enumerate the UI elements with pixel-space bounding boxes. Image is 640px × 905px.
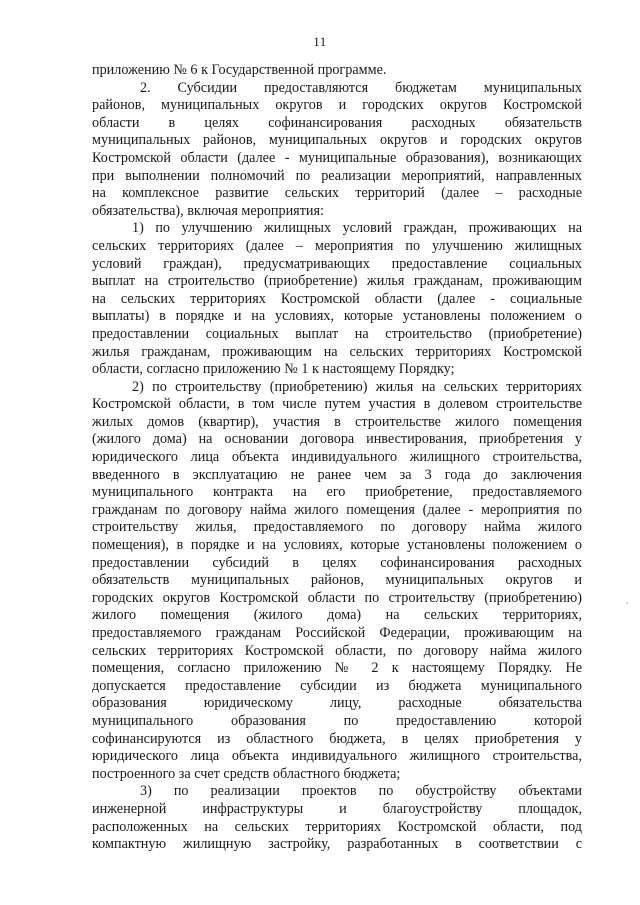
text-line: муниципального образования по предоставлению которой (92, 712, 582, 729)
text-line: построенного за счет средств областного бюджета; (92, 765, 401, 782)
text-line: Костромской области (далее - муниципальные образования), возникающих (92, 149, 582, 166)
text-line: 1) по улучшению жилищных условий граждан, проживающих на (132, 220, 582, 237)
text-line: обязательств муниципальных районов, муниципальных округов и (92, 572, 582, 589)
text-line: помещения, согласно приложению № 2 к настоящему Порядку. Не (92, 660, 582, 677)
text-line: образования юридическому лицу, расходные обязательства (92, 695, 582, 712)
text-line: строительству жилья, предоставляемого по договору найма жилого (92, 519, 582, 536)
text-line: инженерной инфраструктуры и благоустройству площадок, (92, 800, 582, 817)
text-line: предоставлении социальных выплат на строительство (приобретение) (92, 325, 582, 342)
text-line: муниципальных районов, муниципальных округов и городских округов (92, 132, 582, 149)
text-line: районов, муниципальных округов и городских округов Костромской (92, 97, 582, 114)
text-line: области, согласно приложению № 1 к настоящему Порядку; (92, 361, 455, 378)
scan-artifact-dot (626, 602, 628, 604)
text-line: городских округов Костромской области по строительству (приобретению) (92, 589, 582, 606)
text-line: 3) по реализации проектов по обустройству объектами (140, 783, 582, 800)
text-line: выплаты) в порядке и на условиях, которые установлены положением о (92, 308, 582, 325)
text-line: приложению № 6 к Государственной программе. (92, 62, 387, 78)
text-line: на комплексное развитие сельских территорий (далее – расходные (92, 185, 582, 202)
text-line: жилых домов (квартир), участия в строительстве жилого помещения (92, 413, 582, 430)
text-line: сельских территориях Костромской области, по договору найма жилого (92, 642, 582, 659)
text-line: софинансируются из областного бюджета, в целях приобретения у (92, 730, 582, 747)
text-line: 2) по строительству (приобретению) жилья на сельских территориях (132, 378, 582, 395)
text-line: Костромской области, в том числе путем участия в долевом строительстве (92, 396, 582, 413)
text-line: жилого помещения (жилого дома) на сельских территориях, (92, 607, 582, 624)
text-line: юридического лица объекта индивидуального жилищного строительства, (92, 748, 582, 765)
text-line: области в целях софинансирования расходных обязательств (92, 114, 582, 131)
text-line: введенного в эксплуатацию не ранее чем за 3 года до заключения (92, 466, 582, 483)
text-line: компактную жилищную застройку, разработанных в соответствии с (92, 836, 582, 853)
text-line: юридического лица объекта индивидуального жилищного строительства, (92, 449, 582, 466)
text-line: допускается предоставление субсидии из бюджета муниципального (92, 677, 582, 694)
text-line: предоставлении субсидий в целях софинансирования расходных (92, 554, 582, 571)
page-number: 11 (313, 34, 327, 49)
text-line: условий граждан), предусматривающих предоставление социальных (92, 255, 582, 272)
text-line: гражданам по договору найма жилого помещения (далее - мероприятия по (92, 501, 582, 518)
text-line: расположенных на сельских территориях Костромской области, под (92, 818, 582, 835)
text-line: при выполнении полномочий по реализации мероприятий, направленных (92, 167, 582, 184)
text-line: жилья гражданам, проживающим на сельских территориях Костромской (92, 343, 582, 360)
text-line: сельских территориях (далее – мероприятия по улучшению жилищных (92, 237, 582, 254)
text-line: помещения), в порядке и на условиях, которые установлены положением о (92, 537, 582, 554)
text-line: (жилого дома) на основании договора инвестирования, приобретения у (92, 431, 582, 448)
text-line: обязательства), включая мероприятия: (92, 202, 324, 219)
text-line: на сельских территориях Костромской области (далее - социальные (92, 290, 582, 307)
text-line: предоставляемого гражданам Российской Федерации, проживающим на (92, 625, 582, 641)
document-body (92, 62, 582, 854)
text-line: выплат на строительство (приобретение) жилья гражданам, проживающим (92, 273, 582, 290)
text-line: муниципального контракта на его приобретение, предоставляемого (92, 484, 582, 501)
text-line: 2. Субсидии предоставляются бюджетам муниципальных (140, 79, 582, 96)
